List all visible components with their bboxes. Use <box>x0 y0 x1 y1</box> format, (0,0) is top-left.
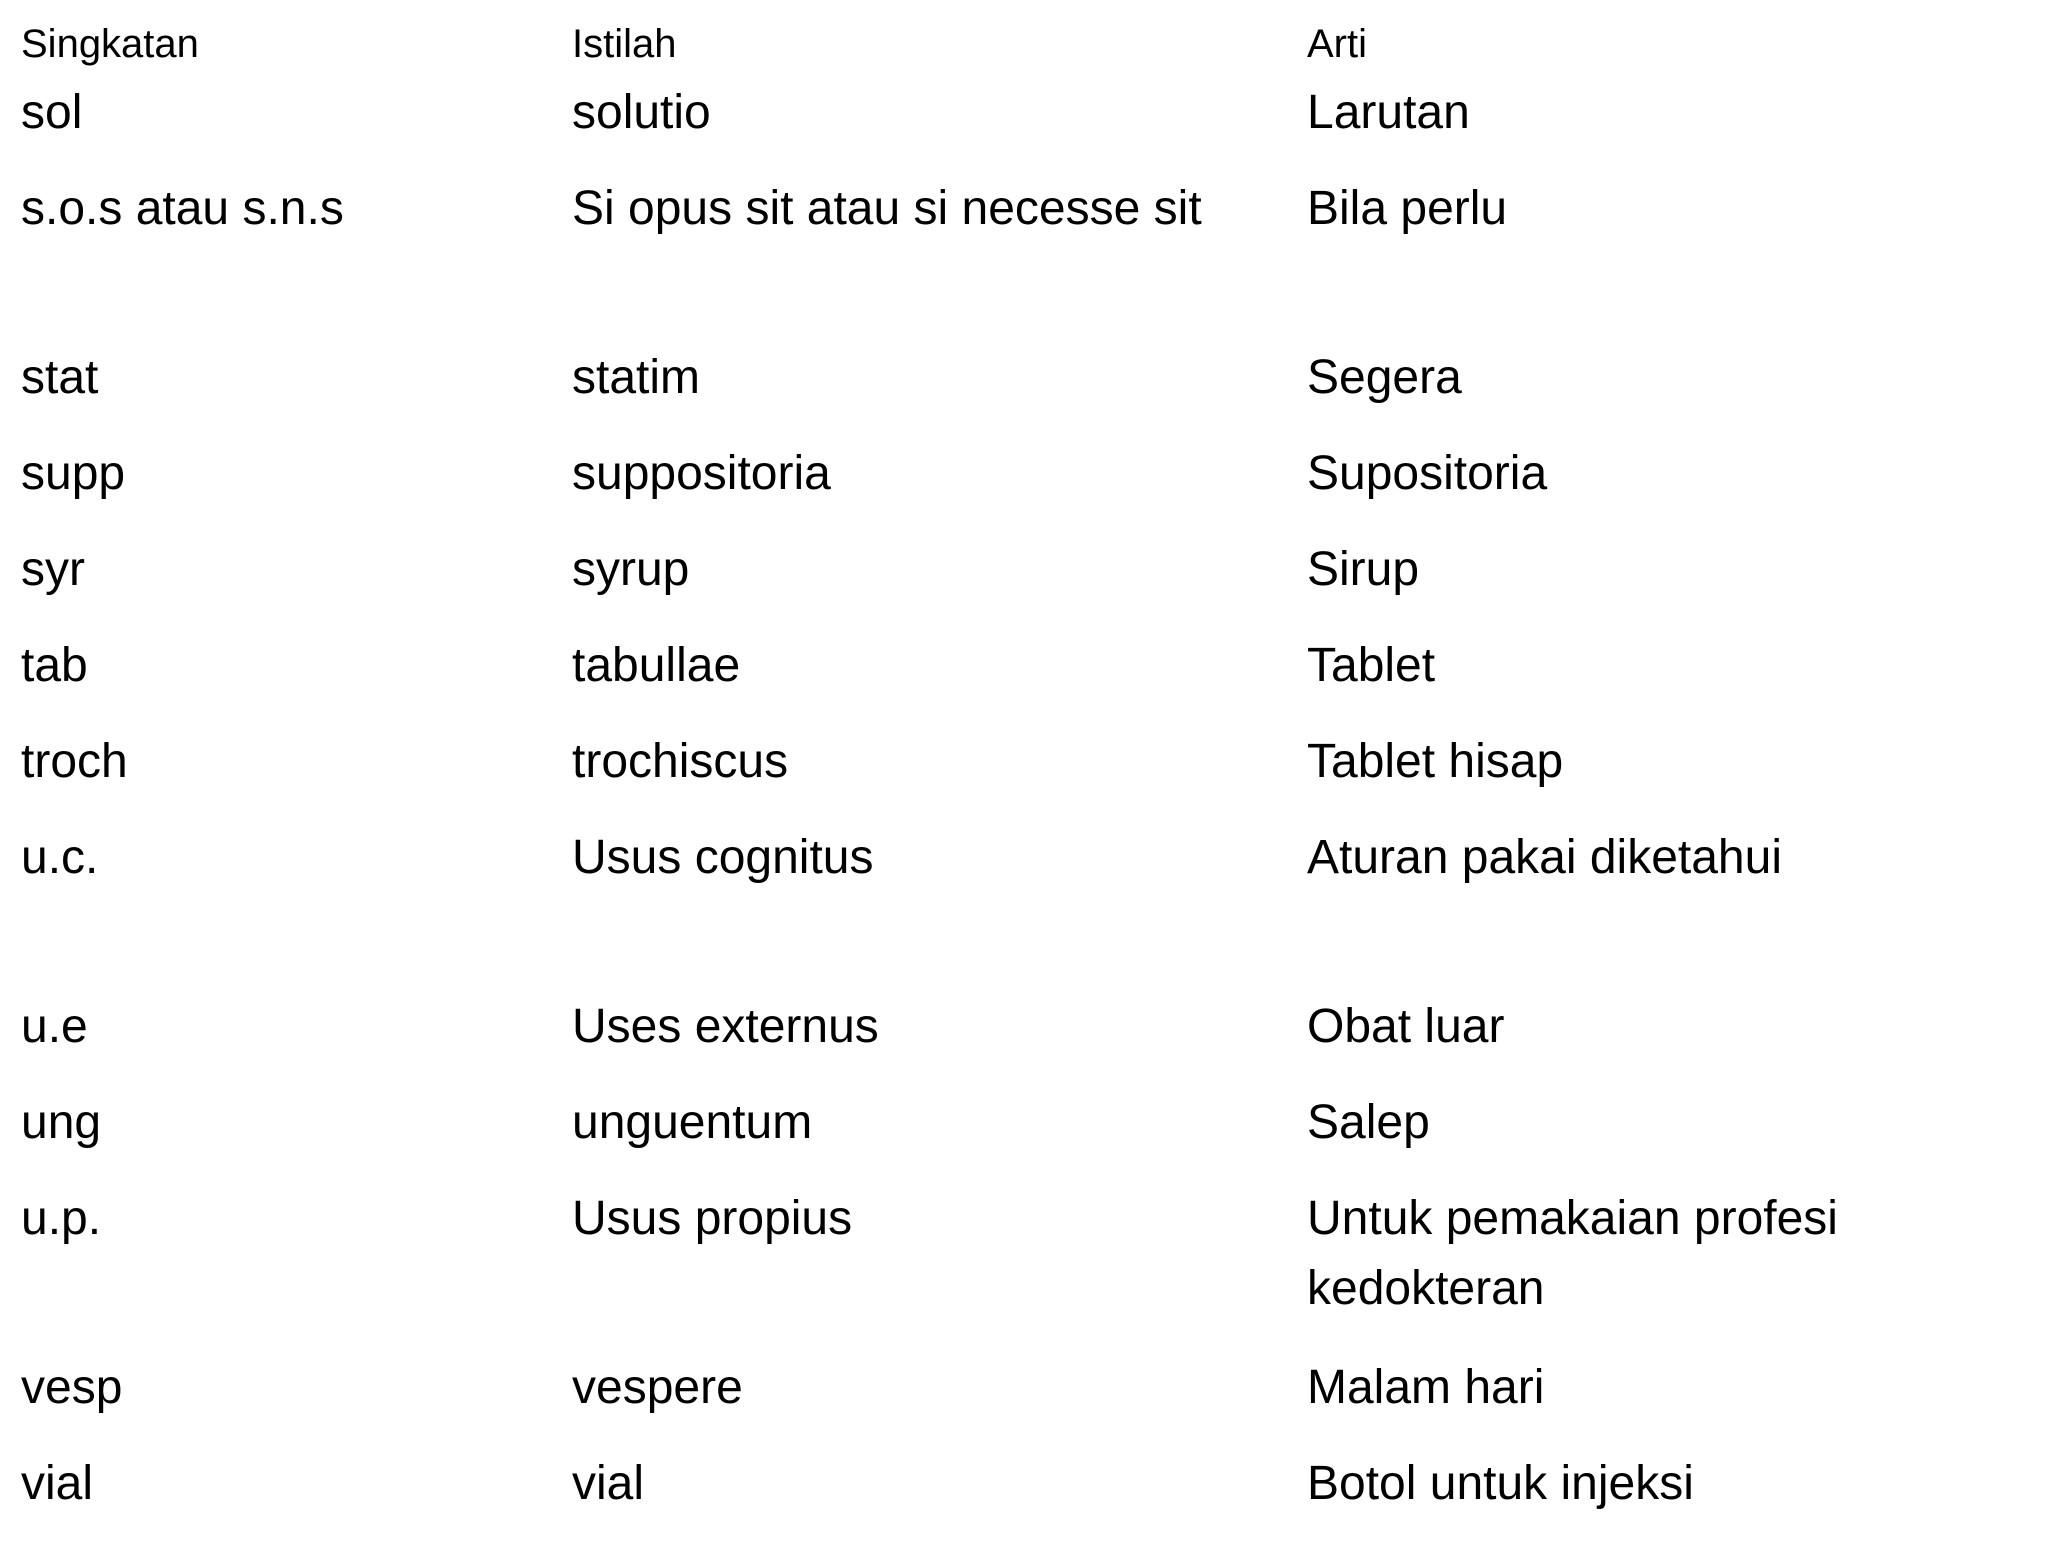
table-row <box>14 535 1994 631</box>
cell-term: unguentum <box>572 1096 813 1149</box>
cell-abbreviation: stat <box>21 351 99 404</box>
table-row <box>14 174 1994 343</box>
cell-meaning: Malam hari <box>1307 1361 1545 1414</box>
table-row <box>14 343 1994 439</box>
cell-term: syrup <box>572 543 690 596</box>
cell-abbreviation: s.o.s atau s.n.s <box>21 182 344 235</box>
cell-abbreviation: vesp <box>21 1361 123 1414</box>
cell-abbreviation: u.p. <box>21 1192 102 1245</box>
cell-abbreviation: sol <box>21 86 83 139</box>
table-row <box>14 1449 1994 1545</box>
cell-term: tabullae <box>572 639 741 692</box>
cell-term: trochiscus <box>572 735 789 788</box>
table-row <box>14 1184 1994 1353</box>
cell-abbreviation: tab <box>21 639 88 692</box>
table-row <box>14 78 1994 174</box>
table-row <box>14 1088 1994 1184</box>
header-row <box>14 14 1994 78</box>
table-row <box>14 439 1994 535</box>
cell-meaning: Aturan pakai diketahui <box>1307 831 1782 884</box>
cell-meaning: Supositoria <box>1307 447 1548 500</box>
header-meaning: Arti <box>1307 22 1367 66</box>
cell-meaning: Tablet hisap <box>1307 735 1564 788</box>
cell-abbreviation: u.c. <box>21 831 99 884</box>
cell-term: Usus propius <box>572 1192 853 1245</box>
table-row <box>14 992 1994 1088</box>
table-body <box>14 78 1994 1545</box>
cell-meaning: Tablet <box>1307 639 1436 692</box>
cell-meaning: Obat luar <box>1307 1000 1505 1053</box>
cell-meaning: Untuk pemakaian profesi kedokteran <box>1307 1192 1838 1315</box>
table-row <box>14 727 1994 823</box>
table-row <box>14 1353 1994 1449</box>
cell-meaning: Salep <box>1307 1096 1430 1149</box>
cell-term: Si opus sit atau si necesse sit <box>572 182 1202 235</box>
cell-abbreviation: supp <box>21 447 126 500</box>
cell-term: Uses externus <box>572 1000 879 1053</box>
cell-meaning: Sirup <box>1307 543 1420 596</box>
table-row <box>14 631 1994 727</box>
cell-abbreviation: u.e <box>21 1000 88 1053</box>
cell-abbreviation: syr <box>21 543 85 596</box>
cell-term: vial <box>572 1457 645 1510</box>
header-term: Istilah <box>572 22 677 66</box>
cell-meaning: Bila perlu <box>1307 182 1508 235</box>
cell-term: statim <box>572 351 701 404</box>
cell-term: suppositoria <box>572 447 831 500</box>
header-abbreviation: Singkatan <box>21 22 199 66</box>
cell-meaning: Botol untuk injeksi <box>1307 1457 1694 1510</box>
cell-abbreviation: ung <box>21 1096 102 1149</box>
cell-abbreviation: troch <box>21 735 128 788</box>
abbreviation-table <box>14 14 1994 1545</box>
cell-term: Usus cognitus <box>572 831 874 884</box>
table-row <box>14 823 1994 992</box>
cell-term: solutio <box>572 86 711 139</box>
cell-meaning: Larutan <box>1307 86 1470 139</box>
table-header <box>14 14 1994 78</box>
cell-abbreviation: vial <box>21 1457 94 1510</box>
cell-term: vespere <box>572 1361 743 1414</box>
cell-meaning: Segera <box>1307 351 1462 404</box>
